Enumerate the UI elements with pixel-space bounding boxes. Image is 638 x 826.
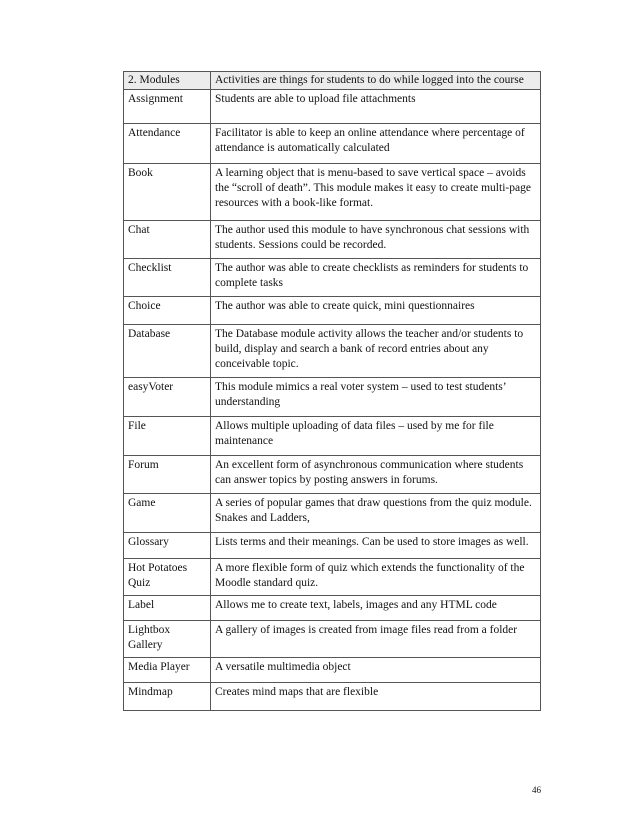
table-row [124, 533, 541, 559]
module-name: Glossary [124, 533, 211, 559]
module-name: Choice [124, 297, 211, 325]
table-row [124, 90, 541, 124]
module-name: Book [124, 164, 211, 221]
module-name: Game [124, 494, 211, 533]
table-row [124, 596, 541, 621]
modules-table [123, 71, 541, 711]
table-row [124, 456, 541, 494]
table-row [124, 621, 541, 658]
module-name: Chat [124, 221, 211, 259]
table-header-row [124, 72, 541, 90]
module-description: A versatile multimedia object [211, 658, 541, 683]
module-description: An excellent form of asynchronous communication where students can answer topics by posting answers in forums. [211, 456, 541, 494]
module-description: The author used this module to have synchronous chat sessions with students. Sessions could be recorded. [211, 221, 541, 259]
module-name: Mindmap [124, 683, 211, 711]
module-description: A learning object that is menu-based to save vertical space – avoids the “scroll of death”. This module makes it easy to create multi-page resources with a book-like format. [211, 164, 541, 221]
page-number: 46 [532, 785, 541, 795]
table-row [124, 164, 541, 221]
module-description: The author was able to create quick, mini questionnaires [211, 297, 541, 325]
module-description: Facilitator is able to keep an online attendance where percentage of attendance is automatically calculated [211, 124, 541, 164]
table-row [124, 221, 541, 259]
module-description: Creates mind maps that are flexible [211, 683, 541, 711]
table-row [124, 559, 541, 596]
table-row [124, 494, 541, 533]
module-name: Forum [124, 456, 211, 494]
module-name: Attendance [124, 124, 211, 164]
module-name: Media Player [124, 658, 211, 683]
module-name: Checklist [124, 259, 211, 297]
table-row [124, 683, 541, 711]
table-row [124, 658, 541, 683]
module-name: Lightbox Gallery [124, 621, 211, 658]
module-description: Lists terms and their meanings. Can be used to store images as well. [211, 533, 541, 559]
module-description: A gallery of images is created from image files read from a folder [211, 621, 541, 658]
module-description: Allows me to create text, labels, images and any HTML code [211, 596, 541, 621]
table-row [124, 259, 541, 297]
module-description: This module mimics a real voter system – used to test students’ understanding [211, 378, 541, 417]
header-modules-cell: 2. Modules [124, 72, 211, 90]
table-row [124, 378, 541, 417]
module-name: Assignment [124, 90, 211, 124]
module-description: A more flexible form of quiz which extends the functionality of the Moodle standard quiz. [211, 559, 541, 596]
module-description: The Database module activity allows the teacher and/or students to build, display and search a bank of record entries about any conceivable topic. [211, 325, 541, 378]
module-name: easyVoter [124, 378, 211, 417]
table-row [124, 124, 541, 164]
table-row [124, 325, 541, 378]
module-description: A series of popular games that draw questions from the quiz module. Snakes and Ladders, [211, 494, 541, 533]
module-description: The author was able to create checklists as reminders for students to complete tasks [211, 259, 541, 297]
table-row [124, 417, 541, 456]
module-name: Hot Potatoes Quiz [124, 559, 211, 596]
header-activities-cell: Activities are things for students to do while logged into the course [211, 72, 541, 90]
module-name: Database [124, 325, 211, 378]
module-name: Label [124, 596, 211, 621]
module-description: Students are able to upload file attachments [211, 90, 541, 124]
table-row [124, 297, 541, 325]
module-name: File [124, 417, 211, 456]
module-description: Allows multiple uploading of data files – used by me for file maintenance [211, 417, 541, 456]
